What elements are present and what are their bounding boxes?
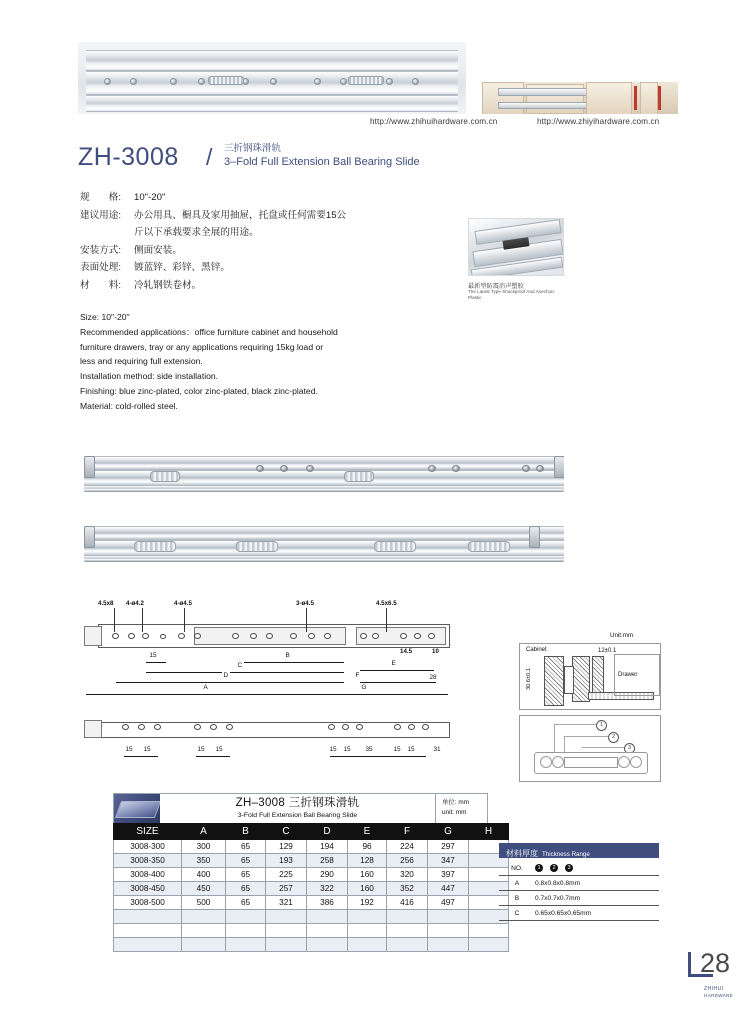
thickness-data-table [499, 861, 659, 921]
rail-inner-member [84, 485, 564, 492]
callout-number-2: 2 [608, 732, 619, 743]
drawing-hole [210, 724, 217, 730]
col-header-f: F [387, 824, 428, 840]
leader-line [184, 608, 185, 632]
cell-c: 321 [266, 896, 307, 910]
installation-diagram-box [519, 643, 661, 710]
leader-line [554, 724, 555, 752]
spec-label: 安装方式: [80, 244, 122, 256]
thickness-header-row [499, 861, 659, 876]
rivet-icon [386, 78, 393, 85]
drawing-hole [308, 633, 315, 639]
cell-b: 65 [226, 840, 266, 854]
thickness-value: 0.7x0.7x0.7mm [535, 891, 659, 906]
section-diagram-box [519, 715, 661, 782]
specifications-chinese [80, 189, 410, 294]
thickness-value: 0.8x0.8x0.8mm [535, 876, 659, 891]
spec-row [80, 259, 410, 277]
cell-g: 497 [428, 896, 469, 910]
cell-f: 416 [387, 896, 428, 910]
leader-line [564, 736, 608, 737]
cell-size: 3008-500 [114, 896, 182, 910]
col-header-h: H [469, 824, 509, 840]
title-separator: / [206, 144, 213, 170]
thickness-row [499, 906, 659, 921]
drawing-hole [194, 633, 201, 639]
brand-name-cn: ZHIHUI [704, 986, 724, 992]
cell-b: 65 [226, 868, 266, 882]
spec-line: Size: 10"-20" [80, 312, 130, 322]
col-header-d: D [307, 824, 348, 840]
rail-outer-member [84, 456, 564, 471]
rail-hatch [592, 656, 604, 694]
drawing-rail-bracket [84, 626, 102, 646]
rail-inner-member [84, 555, 564, 562]
inner-profile [564, 757, 618, 768]
dim-label-B: B [285, 652, 290, 659]
dim-line [236, 662, 344, 663]
spec-label: 材 料: [80, 279, 122, 291]
cell-c: 225 [266, 868, 307, 882]
mounting-hole [522, 465, 530, 472]
spec-value: 侧面安装。 [134, 244, 182, 256]
cell-e: 160 [348, 882, 387, 896]
mounting-hole [428, 465, 436, 472]
table-header-band [113, 793, 488, 823]
detail-caption-en: The Latest Type Shockproof And Anechoic Plastic [468, 289, 555, 300]
rivet-icon [340, 78, 347, 85]
col-header-e: E [348, 824, 387, 840]
cell-d: 258 [307, 854, 348, 868]
spec-line: Recommended applications：office furniture cabinet and household [80, 326, 338, 337]
table-row-empty [114, 924, 509, 938]
table-unit-cell [435, 794, 487, 823]
col-header-a: A [182, 824, 226, 840]
table-row-empty [114, 938, 509, 952]
drawing-hole [122, 724, 129, 730]
ball-bearing-cage [134, 541, 176, 552]
bullet-1: 1 [535, 864, 543, 872]
cell-a: 300 [182, 840, 226, 854]
spec-value: 镀蓝锌、彩锌、黑锌。 [134, 262, 230, 273]
ball-bearing [630, 756, 642, 768]
detail-photo-image [468, 218, 564, 276]
brand-name-en: HARDWARE [704, 993, 734, 998]
bullet-3: 3 [565, 864, 573, 872]
callout-number-3: 3 [624, 743, 635, 754]
red-accent [658, 86, 661, 110]
ball-bearing-cage [374, 541, 416, 552]
page-footer [688, 948, 740, 1008]
drawing-hole [324, 633, 331, 639]
dim-label: 15 [343, 746, 351, 753]
url-zhiyi[interactable]: http://www.zhiyihardware.com.cn [537, 117, 660, 126]
spec-value: 10"-20" [134, 192, 166, 203]
rail-outer-member [84, 526, 564, 541]
dim-label-F: F [355, 672, 360, 679]
drawing-hole [112, 633, 119, 639]
dim-label-G: G [361, 684, 367, 691]
mounting-hole [452, 465, 460, 472]
unit-en: unit: mm [442, 809, 467, 816]
table-title-cell [160, 794, 435, 823]
dim-line [124, 756, 158, 757]
table-row [114, 882, 509, 896]
cell-size: 3008-300 [114, 840, 182, 854]
drawing-hole [178, 633, 185, 639]
cabinet-panel [586, 82, 632, 114]
spec-label: 建议用途: [80, 209, 122, 221]
drawing-hole [266, 633, 273, 639]
rivet-icon [412, 78, 419, 85]
dim-line [146, 662, 166, 663]
table-row [114, 854, 509, 868]
table-row [114, 840, 509, 854]
cell-a: 450 [182, 882, 226, 896]
dim-line [360, 682, 436, 683]
cell-d: 322 [307, 882, 348, 896]
spec-row [80, 277, 410, 295]
table-body [114, 840, 509, 952]
thickness-row [499, 891, 659, 906]
cabinet-panel [640, 82, 658, 114]
thickness-range-table [499, 843, 659, 921]
spec-value: 斤以下承载要求全展的用途。 [134, 227, 259, 238]
cell-b: 65 [226, 896, 266, 910]
dim-label-28: 28 [429, 674, 437, 681]
cell-f: 352 [387, 882, 428, 896]
rail-end-cap [554, 456, 564, 478]
col-header-c: C [266, 824, 307, 840]
cell-e: 96 [348, 840, 387, 854]
dim-label: 15 [143, 746, 151, 753]
callout-hole-spec: 3-ø4.5 [296, 600, 314, 607]
dim-line [360, 670, 434, 671]
spec-line: furniture drawers, tray or any applications requiring 15kg load or [80, 341, 324, 352]
spec-line: Installation method: side installation. [80, 371, 219, 382]
drawing-hole [428, 633, 435, 639]
dim-line [86, 694, 448, 695]
table-row [114, 896, 509, 910]
detail-photo-shockproof-plastic [468, 218, 564, 276]
mounting-hole [306, 465, 314, 472]
spec-label: 表面处理: [80, 262, 122, 273]
col-header-size: SIZE [114, 824, 182, 840]
ball-bearing-cage [150, 471, 180, 482]
thumbnail-slide-icon [115, 801, 160, 818]
dim-label-35: 35 [365, 746, 373, 753]
url-zhihui[interactable]: http://www.zhihuihardware.com.cn [370, 117, 498, 126]
rivet-icon [130, 78, 137, 85]
product-title [78, 142, 498, 176]
ball-bearing-cage [236, 541, 278, 552]
cell-g: 397 [428, 868, 469, 882]
drawing-hole [400, 633, 407, 639]
rivet-icon [104, 78, 111, 85]
dim-label: 15 [125, 746, 133, 753]
table-product-thumbnail [114, 794, 160, 823]
leader-line [142, 608, 143, 632]
spec-row [80, 224, 410, 242]
thickness-row [499, 876, 659, 891]
drawing-hole [226, 724, 233, 730]
thickness-header [499, 843, 659, 858]
dim-label: 15 [197, 746, 205, 753]
leader-line [554, 724, 596, 725]
callout-number-1: 1 [596, 720, 607, 731]
drawing-hole [194, 724, 201, 730]
drawing-hole [414, 633, 421, 639]
drawing-hole [142, 633, 149, 639]
drawing-hole [360, 633, 367, 639]
cell-f: 256 [387, 854, 428, 868]
ball-bearing [552, 756, 564, 768]
cell-g: 347 [428, 854, 469, 868]
drawing-hole [250, 633, 257, 639]
dim-label-C: C [237, 662, 243, 669]
product-photo-closed [84, 522, 564, 562]
dim-line [116, 682, 344, 683]
product-photo-extended [84, 452, 564, 492]
cell-f: 320 [387, 868, 428, 882]
rivet-icon [198, 78, 205, 85]
cabinet-hatch [544, 656, 564, 706]
cell-c: 129 [266, 840, 307, 854]
drawing-hole [422, 724, 429, 730]
dim-label: 15 [393, 746, 401, 753]
banner-slide-rail-1 [86, 50, 458, 71]
dim-label-A: A [203, 684, 208, 691]
thickness-grade: A [499, 876, 535, 891]
unit-cn: 单位: mm [442, 799, 469, 806]
cell-size: 3008-350 [114, 854, 182, 868]
dim-label-14-5: 14.5 [400, 648, 413, 655]
ball-cage [348, 76, 384, 85]
cell-a: 350 [182, 854, 226, 868]
bullet-2: 2 [550, 864, 558, 872]
banner-application-photo [482, 82, 678, 114]
spec-line: less and requiring full extension. [80, 356, 203, 367]
ball-cage [208, 76, 244, 85]
mounting-hole [280, 465, 288, 472]
ball-bearing [618, 756, 630, 768]
callout-hole-spec: 4-ø4.5 [174, 600, 192, 607]
dim-label: 15 [329, 746, 337, 753]
banner-slide-rail-3 [86, 95, 458, 112]
ball-bearing-cage [344, 471, 374, 482]
specifications-english [80, 310, 410, 414]
drawer-box [614, 654, 660, 696]
dim-label-E: E [391, 660, 396, 667]
product-name-en: 3–Fold Full Extension Ball Bearing Slide [224, 156, 420, 168]
thickness-grade: B [499, 891, 535, 906]
drawing-hole [328, 724, 335, 730]
dim-line [146, 672, 344, 673]
height-dimension: 30.6±0.1 [525, 668, 532, 690]
spec-row [80, 189, 410, 207]
dim-label-D: D [223, 672, 229, 679]
drawing-hole [394, 724, 401, 730]
table-header-row [114, 824, 509, 840]
product-code: ZH-3008 [78, 143, 179, 171]
website-urls [370, 117, 710, 131]
cell-c: 193 [266, 854, 307, 868]
banner-product-photo [78, 42, 466, 114]
thickness-col-no: NO. [499, 861, 535, 876]
rivet-icon [314, 78, 321, 85]
drawer-label: Drawer [618, 672, 638, 678]
drawing-hole [342, 724, 349, 730]
drawing-hole [154, 724, 161, 730]
table-row [114, 868, 509, 882]
specification-table [113, 793, 493, 952]
drawing-hole [372, 633, 379, 639]
cell-c: 257 [266, 882, 307, 896]
dim-label-15: 15 [149, 652, 157, 659]
leader-line [582, 747, 624, 748]
gap-dimension: 12±0.1 [598, 648, 617, 654]
mounting-hole [536, 465, 544, 472]
unit-label: Unit:mm [610, 632, 634, 639]
cell-e: 160 [348, 868, 387, 882]
drawing-hole [408, 724, 415, 730]
product-name-cn: 三折钢珠滑轨 [224, 143, 282, 154]
cell-d: 290 [307, 868, 348, 882]
cell-b: 65 [226, 854, 266, 868]
rail-end-cap [84, 526, 95, 548]
callout-hole-spec: 4.5x6.5 [376, 600, 397, 607]
callout-hole-spec: 4-ø4.2 [126, 600, 144, 607]
spec-value: 办公用具、橱具及家用抽屉，托盘或任何需要15公 [134, 209, 347, 221]
drawing-rail-bracket [84, 720, 102, 738]
thickness-bullets [535, 861, 659, 876]
red-accent [634, 86, 637, 110]
detail-caption-cn: 最新型防震消声塑胶 [468, 283, 524, 290]
rail-end-cap [84, 456, 95, 478]
cell-a: 400 [182, 868, 226, 882]
spec-row [80, 242, 410, 260]
technical-drawing [84, 596, 464, 776]
cell-size: 3008-450 [114, 882, 182, 896]
page-number: 28 [700, 948, 731, 978]
thickness-title-cn: 材料厚度 [506, 849, 538, 858]
dim-line [196, 756, 230, 757]
rivet-icon [170, 78, 177, 85]
cell-size: 3008-400 [114, 868, 182, 882]
thickness-value: 0.65x0.65x0.65mm [535, 906, 659, 921]
spec-data-table [113, 823, 509, 952]
table-title-en: 3-Fold Full Extension Ball Bearing Slide [237, 812, 358, 819]
spec-line: Finishing: blue zinc-plated, color zinc-plated, black zinc-plated. [80, 385, 318, 396]
rivet-icon [270, 78, 277, 85]
table-title-cn: ZH–3008 三折钢珠滑轨 [235, 797, 360, 809]
spec-label: 规 格: [80, 192, 122, 203]
drawing-hole [138, 724, 145, 730]
cell-b: 65 [226, 882, 266, 896]
dim-label-31: 31 [433, 746, 441, 753]
leader-line [114, 608, 115, 632]
rail-section [564, 666, 574, 694]
dim-label: 15 [407, 746, 415, 753]
col-header-g: G [428, 824, 469, 840]
thickness-title-en: Thickness Range [542, 851, 590, 858]
ball-bearing [540, 756, 552, 768]
cell-e: 192 [348, 896, 387, 910]
drawing-hole [128, 633, 135, 639]
cell-e: 128 [348, 854, 387, 868]
dim-line [330, 756, 426, 757]
drawing-hole [290, 633, 297, 639]
cell-d: 194 [307, 840, 348, 854]
top-banner [78, 42, 678, 114]
cell-d: 386 [307, 896, 348, 910]
col-header-b: B [226, 824, 266, 840]
dim-label: 15 [215, 746, 223, 753]
cell-g: 447 [428, 882, 469, 896]
cell-a: 500 [182, 896, 226, 910]
spec-line: Material: cold-rolled steel. [80, 400, 178, 411]
spec-value: 冷轧钢铁卷材。 [134, 279, 202, 291]
cell-g: 297 [428, 840, 469, 854]
drawing-hole [232, 633, 239, 639]
drawing-hole [356, 724, 363, 730]
table-row-empty [114, 910, 509, 924]
mounting-hole [256, 465, 264, 472]
cell-f: 224 [387, 840, 428, 854]
callout-hole-spec: 4.5x8 [98, 600, 114, 607]
cabinet-panel [482, 82, 524, 114]
ball-bearing-cage [468, 541, 510, 552]
spec-row [80, 207, 410, 225]
cabinet-label: Cabinet [526, 647, 547, 653]
thickness-grade: C [499, 906, 535, 921]
leader-line [386, 608, 387, 632]
leader-line [306, 608, 307, 632]
dim-label-10: 10 [432, 648, 439, 655]
rail-end-cap [529, 526, 540, 548]
drawing-hole [160, 634, 166, 639]
